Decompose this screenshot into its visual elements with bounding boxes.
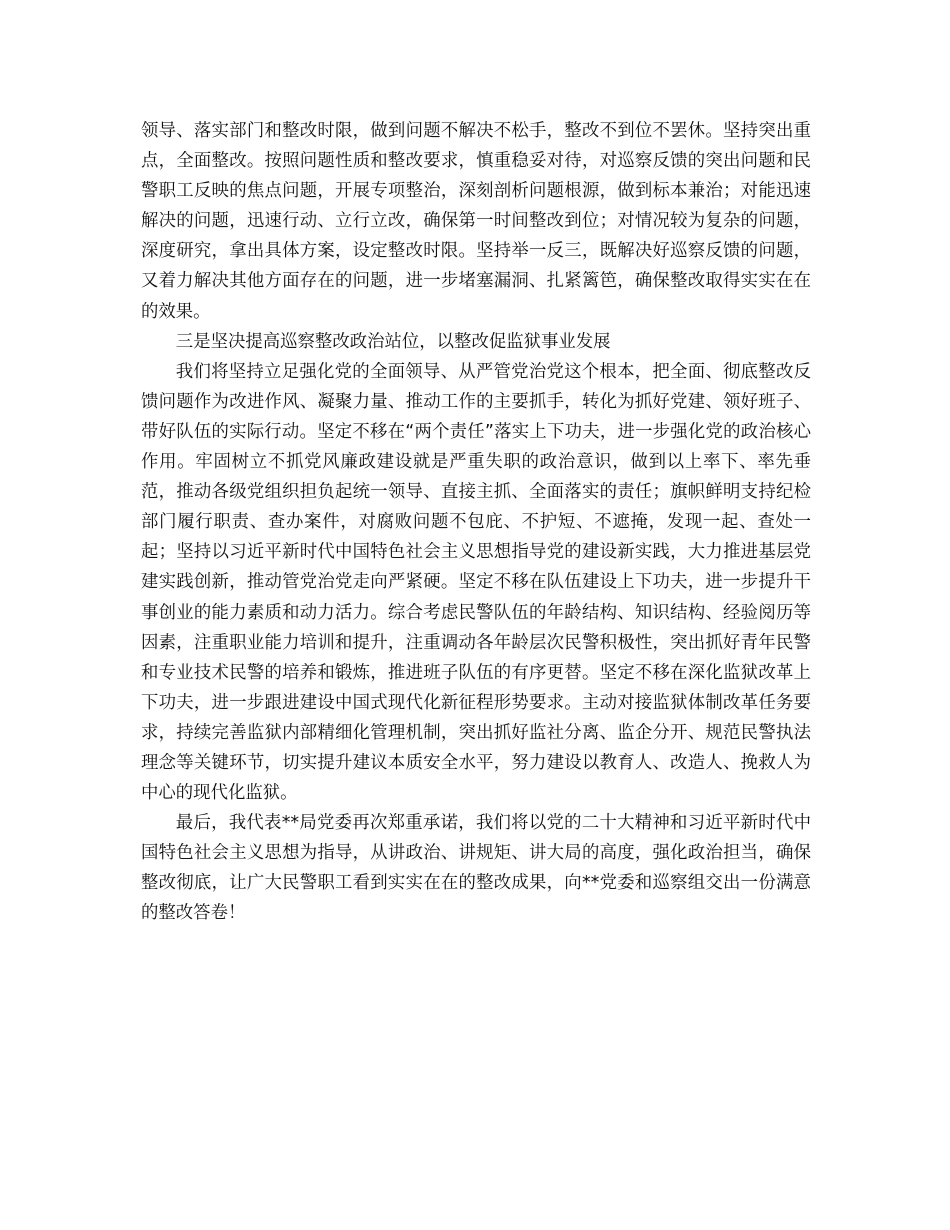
paragraph-continuation: 领导、落实部门和整改时限，做到问题不解决不松手，整改不到位不罢休。坚持突出重点，全面整改。按照问题性质和整改要求，慎重稳妥对待，对巡察反馈的突出问题和民警职工反映的焦点问题，开展专项整治，深刻剖析问题根源，做到标本兼治；对能迅速解决的问题，迅速行动、立行立改，确保第一时间整改到位；对情况较为复杂的问题，深度研究，拿出具体方案，设定整改时限。坚持举一反三，既解决好巡察反馈的问题，又着力解决其他方面存在的问题，进一步堵塞漏洞、扎紧篱笆，确保整改取得实实在在的效果。	[141, 121, 811, 322]
section-heading: 三是坚决提高巡察整改政治站位，以整改促监狱事业发展	[175, 331, 611, 352]
paragraph-closing: 最后，我代表**局党委再次郑重承诺，我们将以党的二十大精神和习近平新时代中国特色社会主义思想为指导，从讲政治、讲规矩、讲大局的高度，强化政治担当，确保整改彻底，让广大民警职工看到实实在在的整改成果，向**党委和巡察组交出一份满意的整改答卷！	[141, 813, 811, 924]
paragraph-body: 我们将坚持立足强化党的全面领导、从严管党治党这个根本，把全面、彻底整改反馈问题作为改进作风、凝聚力量、推动工作的主要抓手，转化为抓好党建、领好班子、带好队伍的实际行动。坚定不移在“两个责任”落实上下功夫，进一步强化党的政治核心作用。牢固树立不抓党风廉政建设就是严重失职的政治意识，做到以上率下、率先垂范，推动各级党组织担负起统一领导、直接主抓、全面落实的责任；旗帜鲜明支持纪检部门履行职责、查办案件，对腐败问题不包庇、不护短、不遮掩，发现一起、查处一起；坚持以习近平新时代中国特色社会主义思想指导党的建设新实践，大力推进基层党建实践创新，推动管党治党走向严紧硬。坚定不移在队伍建设上下功夫，进一步提升干事创业的能力素质和动力活力。综合考虑民警队伍的年龄结构、知识结构、经验阅历等因素，注重职业能力培训和提升，注重调动各年龄层次民警积极性，突出抓好青年民警和专业技术民警的培养和锻炼，推进班子队伍的有序更替。坚定不移在深化监狱改革上下功夫，进一步跟进建设中国式现代化新征程形势要求。主动对接监狱体制改革任务要求，持续完善监狱内部精细化管理机制，突出抓好监社分离、监企分开、规范民警执法理念等关键环节，切实提升建议本质安全水平，努力建设以教育人、改造人、挽救人为中心的现代化监狱。	[141, 361, 811, 804]
document-page	[141, 116, 811, 929]
